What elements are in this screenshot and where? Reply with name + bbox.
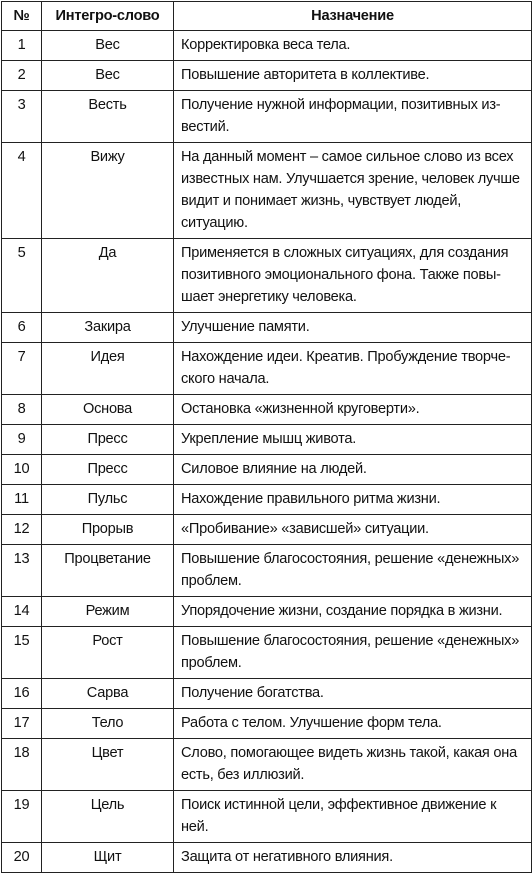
row-number: 2: [2, 61, 42, 91]
row-number: 10: [2, 455, 42, 485]
row-description: Поиск истинной цели, эффективное движение к ней.: [174, 791, 532, 843]
row-number: 16: [2, 679, 42, 709]
row-description: Повышение благосостояния, решение «денежных» проблем.: [174, 627, 532, 679]
row-number: 14: [2, 597, 42, 627]
row-description: «Пробивание» «зависшей» ситуации.: [174, 515, 532, 545]
row-number: 19: [2, 791, 42, 843]
integro-words-table: [1, 1, 532, 873]
row-number: 18: [2, 739, 42, 791]
table-row: [2, 91, 532, 143]
row-description: Упорядочение жизни, создание порядка в жизни.: [174, 597, 532, 627]
table-row: [2, 455, 532, 485]
row-description: Получение нужной информации, позитивных из-вестий.: [174, 91, 532, 143]
row-description: Слово, помогающее видеть жизнь такой, какая она есть, без иллюзий.: [174, 739, 532, 791]
row-word: Тело: [42, 709, 174, 739]
row-word: Весть: [42, 91, 174, 143]
table-row: [2, 679, 532, 709]
table-row: [2, 627, 532, 679]
row-word: Да: [42, 239, 174, 313]
row-word: Закира: [42, 313, 174, 343]
row-description: Нахождение идеи. Креатив. Пробуждение творче-ского начала.: [174, 343, 532, 395]
row-description: Защита от негативного влияния.: [174, 843, 532, 873]
row-word: Цвет: [42, 739, 174, 791]
table-body: [2, 31, 532, 873]
row-number: 11: [2, 485, 42, 515]
row-number: 3: [2, 91, 42, 143]
table-row: [2, 709, 532, 739]
table-row: [2, 791, 532, 843]
header-integro-word: Интегро-слово: [42, 2, 174, 31]
row-word: Рост: [42, 627, 174, 679]
row-description: Повышение благосостояния, решение «денежных» проблем.: [174, 545, 532, 597]
table-row: [2, 143, 532, 239]
table-row: [2, 485, 532, 515]
table-row: [2, 31, 532, 61]
row-word: Пульс: [42, 485, 174, 515]
row-word: Прорыв: [42, 515, 174, 545]
header-purpose: Назначение: [174, 2, 532, 31]
table-row: [2, 395, 532, 425]
row-word: Цель: [42, 791, 174, 843]
header-row: [2, 2, 532, 31]
row-number: 13: [2, 545, 42, 597]
table-row: [2, 61, 532, 91]
row-description: Силовое влияние на людей.: [174, 455, 532, 485]
table-row: [2, 343, 532, 395]
table-row: [2, 239, 532, 313]
row-word: Режим: [42, 597, 174, 627]
table-row: [2, 843, 532, 873]
row-description: Получение богатства.: [174, 679, 532, 709]
table-row: [2, 425, 532, 455]
table-row: [2, 313, 532, 343]
row-description: Улучшение памяти.: [174, 313, 532, 343]
row-description: Укрепление мышц живота.: [174, 425, 532, 455]
row-word: Идея: [42, 343, 174, 395]
row-word: Щит: [42, 843, 174, 873]
header-number: №: [2, 2, 42, 31]
row-word: Пресс: [42, 455, 174, 485]
row-description: Повышение авторитета в коллективе.: [174, 61, 532, 91]
row-number: 15: [2, 627, 42, 679]
table-row: [2, 545, 532, 597]
row-number: 7: [2, 343, 42, 395]
row-description: Нахождение правильного ритма жизни.: [174, 485, 532, 515]
row-description: На данный момент – самое сильное слово из всех известных нам. Улучшается зрение, человек лучше видит и понимает жизнь, чувствует людей, ситуацию.: [174, 143, 532, 239]
row-word: Основа: [42, 395, 174, 425]
row-number: 9: [2, 425, 42, 455]
row-number: 17: [2, 709, 42, 739]
table-row: [2, 597, 532, 627]
row-number: 20: [2, 843, 42, 873]
row-word: Вижу: [42, 143, 174, 239]
row-word: Пресс: [42, 425, 174, 455]
table-row: [2, 739, 532, 791]
row-number: 8: [2, 395, 42, 425]
row-word: Сарва: [42, 679, 174, 709]
row-word: Процветание: [42, 545, 174, 597]
row-number: 12: [2, 515, 42, 545]
row-number: 5: [2, 239, 42, 313]
row-description: Применяется в сложных ситуациях, для создания позитивного эмоционального фона. Также повы-шает энергетику человека.: [174, 239, 532, 313]
row-description: Остановка «жизненной круговерти».: [174, 395, 532, 425]
row-word: Вес: [42, 61, 174, 91]
table-header: [2, 2, 532, 31]
row-number: 4: [2, 143, 42, 239]
row-description: Корректировка веса тела.: [174, 31, 532, 61]
row-description: Работа с телом. Улучшение форм тела.: [174, 709, 532, 739]
row-number: 1: [2, 31, 42, 61]
row-word: Вес: [42, 31, 174, 61]
table-row: [2, 515, 532, 545]
row-number: 6: [2, 313, 42, 343]
